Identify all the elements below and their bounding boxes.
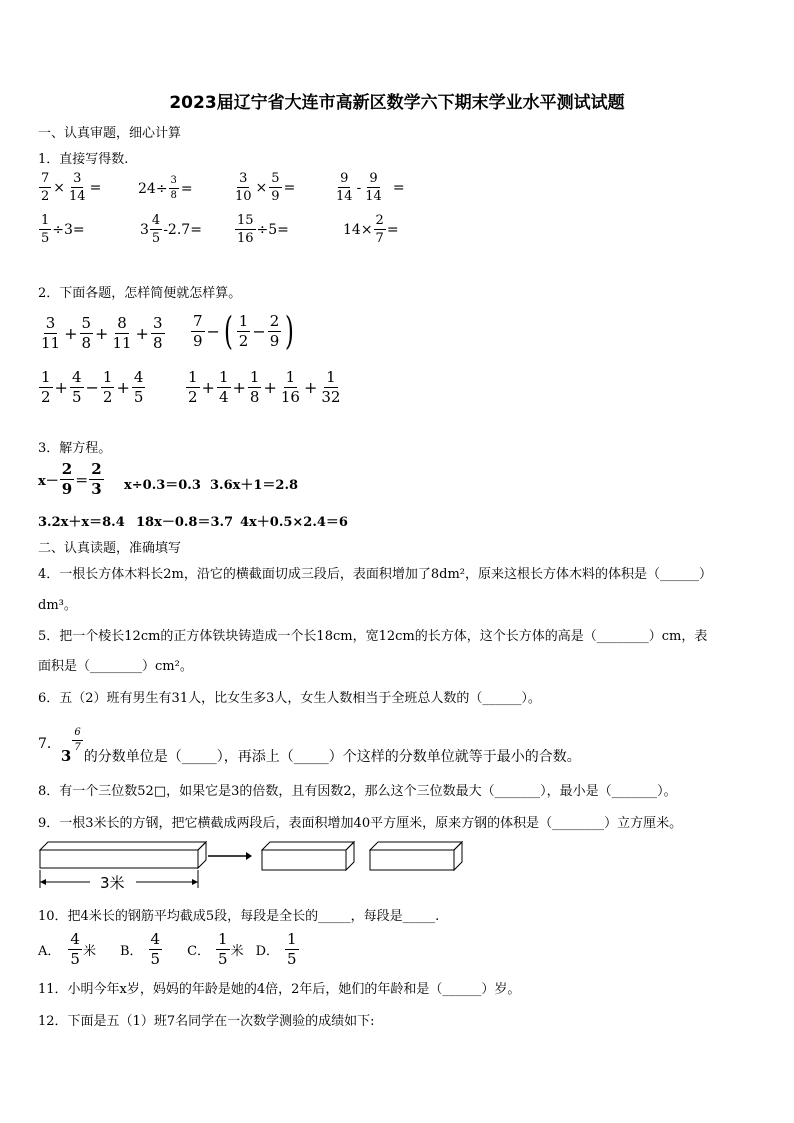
fraction: $\frac{3}{11}$ [41, 314, 61, 352]
q1-expr-1: $\frac{7}{2}$ × $\frac{3}{14}$ = [41, 171, 102, 204]
question-10-options: A． $\frac{4}{5}$ 米 B． $\frac{4}{5}$ C． $\frac{1}{5}$ 米 D． $\frac{1}{5}$ [38, 930, 297, 968]
q3-equation-6: 4x＋0.5×2.4＝6 [240, 515, 348, 530]
fraction: $\frac{3}{14}$ [69, 171, 86, 204]
section-heading-1: 一、认真审题，细心计算 [38, 126, 182, 141]
fraction: $\frac{9}{14}$ [336, 171, 353, 204]
question-10: 10．把4米长的钢筋平均截成5段，每段是全长的_____，每段是_____. [38, 909, 440, 924]
fraction: $\frac{4}{5}$ [133, 368, 144, 406]
question-11: 11．小明今年x岁，妈妈的年龄是她的4倍，2年后，她们的年龄和是（______）岁。 [38, 982, 521, 997]
option-b-label: B． [119, 944, 143, 959]
q2-expr-3: $\frac{1}{2}$ + $\frac{4}{5}$ − $\frac{1}{2}$ + $\frac{4}{5}$ [41, 368, 144, 406]
q1-expr-4: $\frac{9}{14}$ - $\frac{9}{14}$ = [336, 171, 405, 204]
fraction: $\frac{4}{5}$ [150, 930, 161, 968]
fraction: $\frac{1}{32}$ [321, 368, 341, 406]
fraction: $\frac{3}{10}$ [235, 171, 252, 204]
page-title: 2023届辽宁省大连市高新区数学六下期末学业水平测试试题 [169, 93, 625, 113]
q1-expr-7: $\frac{15}{16}$ ÷5= [237, 213, 289, 246]
arrow-icon [208, 852, 252, 860]
fraction: $\frac{5}{9}$ [271, 171, 280, 204]
fraction: $\frac{1}{2}$ [238, 311, 249, 350]
bar-segment-2 [370, 842, 462, 870]
fraction: $\frac{1}{2}$ [188, 368, 198, 406]
fraction: $\frac{5}{8}$ [81, 314, 92, 352]
fraction: $\frac{1}{2}$ [41, 368, 51, 406]
steel-bar-figure [38, 838, 478, 894]
fraction: $\frac{15}{16}$ [237, 213, 254, 246]
fraction: $\frac{4}{5}$ [71, 368, 82, 406]
q1-expr-5: $\frac{1}{5}$ ÷3= [41, 213, 85, 246]
question-12: 12．下面是五（1）班7名同学在一次数学测验的成绩如下: [38, 1014, 375, 1029]
question-3-label: 3．解方程。 [38, 441, 112, 456]
fraction: $\frac{6}{7}$ [74, 726, 81, 753]
question-4-tail: dm³。 [38, 598, 77, 613]
question-7: 7． 3 $\frac{6}{7}$ 的分数单位是（_____），再添上（_____）个这样的分数单位就等于最小的合数。 [38, 720, 581, 766]
fraction: $\frac{2}{7}$ [375, 213, 384, 246]
fraction: $\frac{4}{5}$ [70, 930, 80, 968]
fraction: $\frac{1}{2}$ [102, 368, 113, 406]
q2-expr-1: $\frac{3}{11}$ + $\frac{5}{8}$ + $\frac{8}{11}$ + $\frac{3}{8}$ [41, 314, 163, 352]
section-heading-2: 二、认真读题，准确填写 [38, 541, 182, 556]
question-2-label: 2．下面各题，怎样简便就怎样算。 [38, 286, 242, 301]
fraction: $\frac{1}{5}$ [41, 213, 50, 246]
q1-expr-8: 14× $\frac{2}{7}$ = [343, 213, 399, 246]
question-8: 8．有一个三位数52□，如果它是3的倍数，且有因数2，那么这个三位数最大（_______），最小是（_______）。 [38, 784, 677, 799]
q1-expr-2: 24÷ $\frac{3}{8}$ = [138, 175, 193, 201]
q3-equation-1: x－ $\frac{2}{9}$ ＝ $\frac{2}{3}$ [38, 460, 102, 498]
question-1-label: 1．直接写得数. [38, 152, 129, 167]
fraction: $\frac{1}{4}$ [218, 368, 229, 406]
fraction: $\frac{9}{14}$ [365, 171, 382, 204]
fraction: $\frac{1}{5}$ [287, 930, 297, 968]
left-parenthesis: ( [223, 309, 233, 353]
fraction: $\frac{7}{2}$ [41, 171, 50, 204]
q3-equation-2: x÷0.3＝0.3 [124, 478, 201, 493]
fraction: $\frac{7}{9}$ [193, 311, 203, 350]
mixed-number: 3 $\frac{6}{7}$ [60, 726, 81, 765]
q2-expr-2: $\frac{7}{9}$ − ( $\frac{1}{2}$ − $\frac{2}{9}$ ) [193, 309, 295, 353]
fraction: $\frac{2}{3}$ [91, 460, 102, 498]
length-label: 3米 [100, 874, 125, 892]
fraction: $\frac{2}{9}$ [61, 460, 73, 498]
fraction: $\frac{3}{8}$ [170, 175, 177, 201]
option-a-label: A． [38, 944, 61, 959]
q1-expr-6: 3 $\frac{4}{5}$ -2.7= [140, 213, 202, 246]
question-6: 6．五（2）班有男生有31人，比女生多3人，女生人数相当于全班总人数的（______）。 [38, 691, 541, 706]
fraction: $\frac{3}{8}$ [152, 314, 163, 352]
option-c-label: C． [187, 944, 211, 959]
fraction: $\frac{1}{5}$ [218, 930, 228, 968]
fraction: $\frac{1}{8}$ [249, 368, 260, 406]
question-9: 9．一根3米长的方钢，把它横截成两段后，表面积增加40平方厘米，原来方钢的体积是（________）立方厘米。 [38, 816, 683, 831]
question-5-tail: 面积是（________）cm²。 [38, 659, 193, 674]
q2-expr-4: $\frac{1}{2}$ + $\frac{1}{4}$ + $\frac{1}{8}$ + $\frac{1}{16}$ + $\frac{1}{32}$ [188, 368, 341, 406]
long-bar [40, 842, 206, 868]
q3-equation-5: 18x－0.8＝3.7 [136, 515, 234, 530]
option-d-label: D． [255, 944, 280, 959]
question-4: 4．一根长方体木料长2m，沿它的横截面切成三段后，表面积增加了8dm²，原来这根长方体木料的体积是（______） [38, 567, 713, 582]
q1-expr-3: $\frac{3}{10}$ × $\frac{5}{9}$ = [235, 171, 296, 204]
fraction: $\frac{4}{5}$ [151, 213, 161, 246]
fraction: $\frac{8}{11}$ [112, 314, 132, 352]
q3-equation-3: 3.6x＋1＝2.8 [210, 478, 299, 493]
bar-segment-1 [262, 842, 354, 870]
q3-equation-4: 3.2x＋x＝8.4 [38, 515, 125, 530]
fraction: $\frac{1}{16}$ [280, 368, 300, 406]
fraction: $\frac{2}{9}$ [269, 311, 280, 350]
right-parenthesis: ) [285, 309, 295, 353]
question-5: 5．把一个棱长12cm的正方体铁块铸造成一个长18cm，宽12cm的长方体，这个长方体的高是（________）cm，表 [38, 629, 708, 644]
